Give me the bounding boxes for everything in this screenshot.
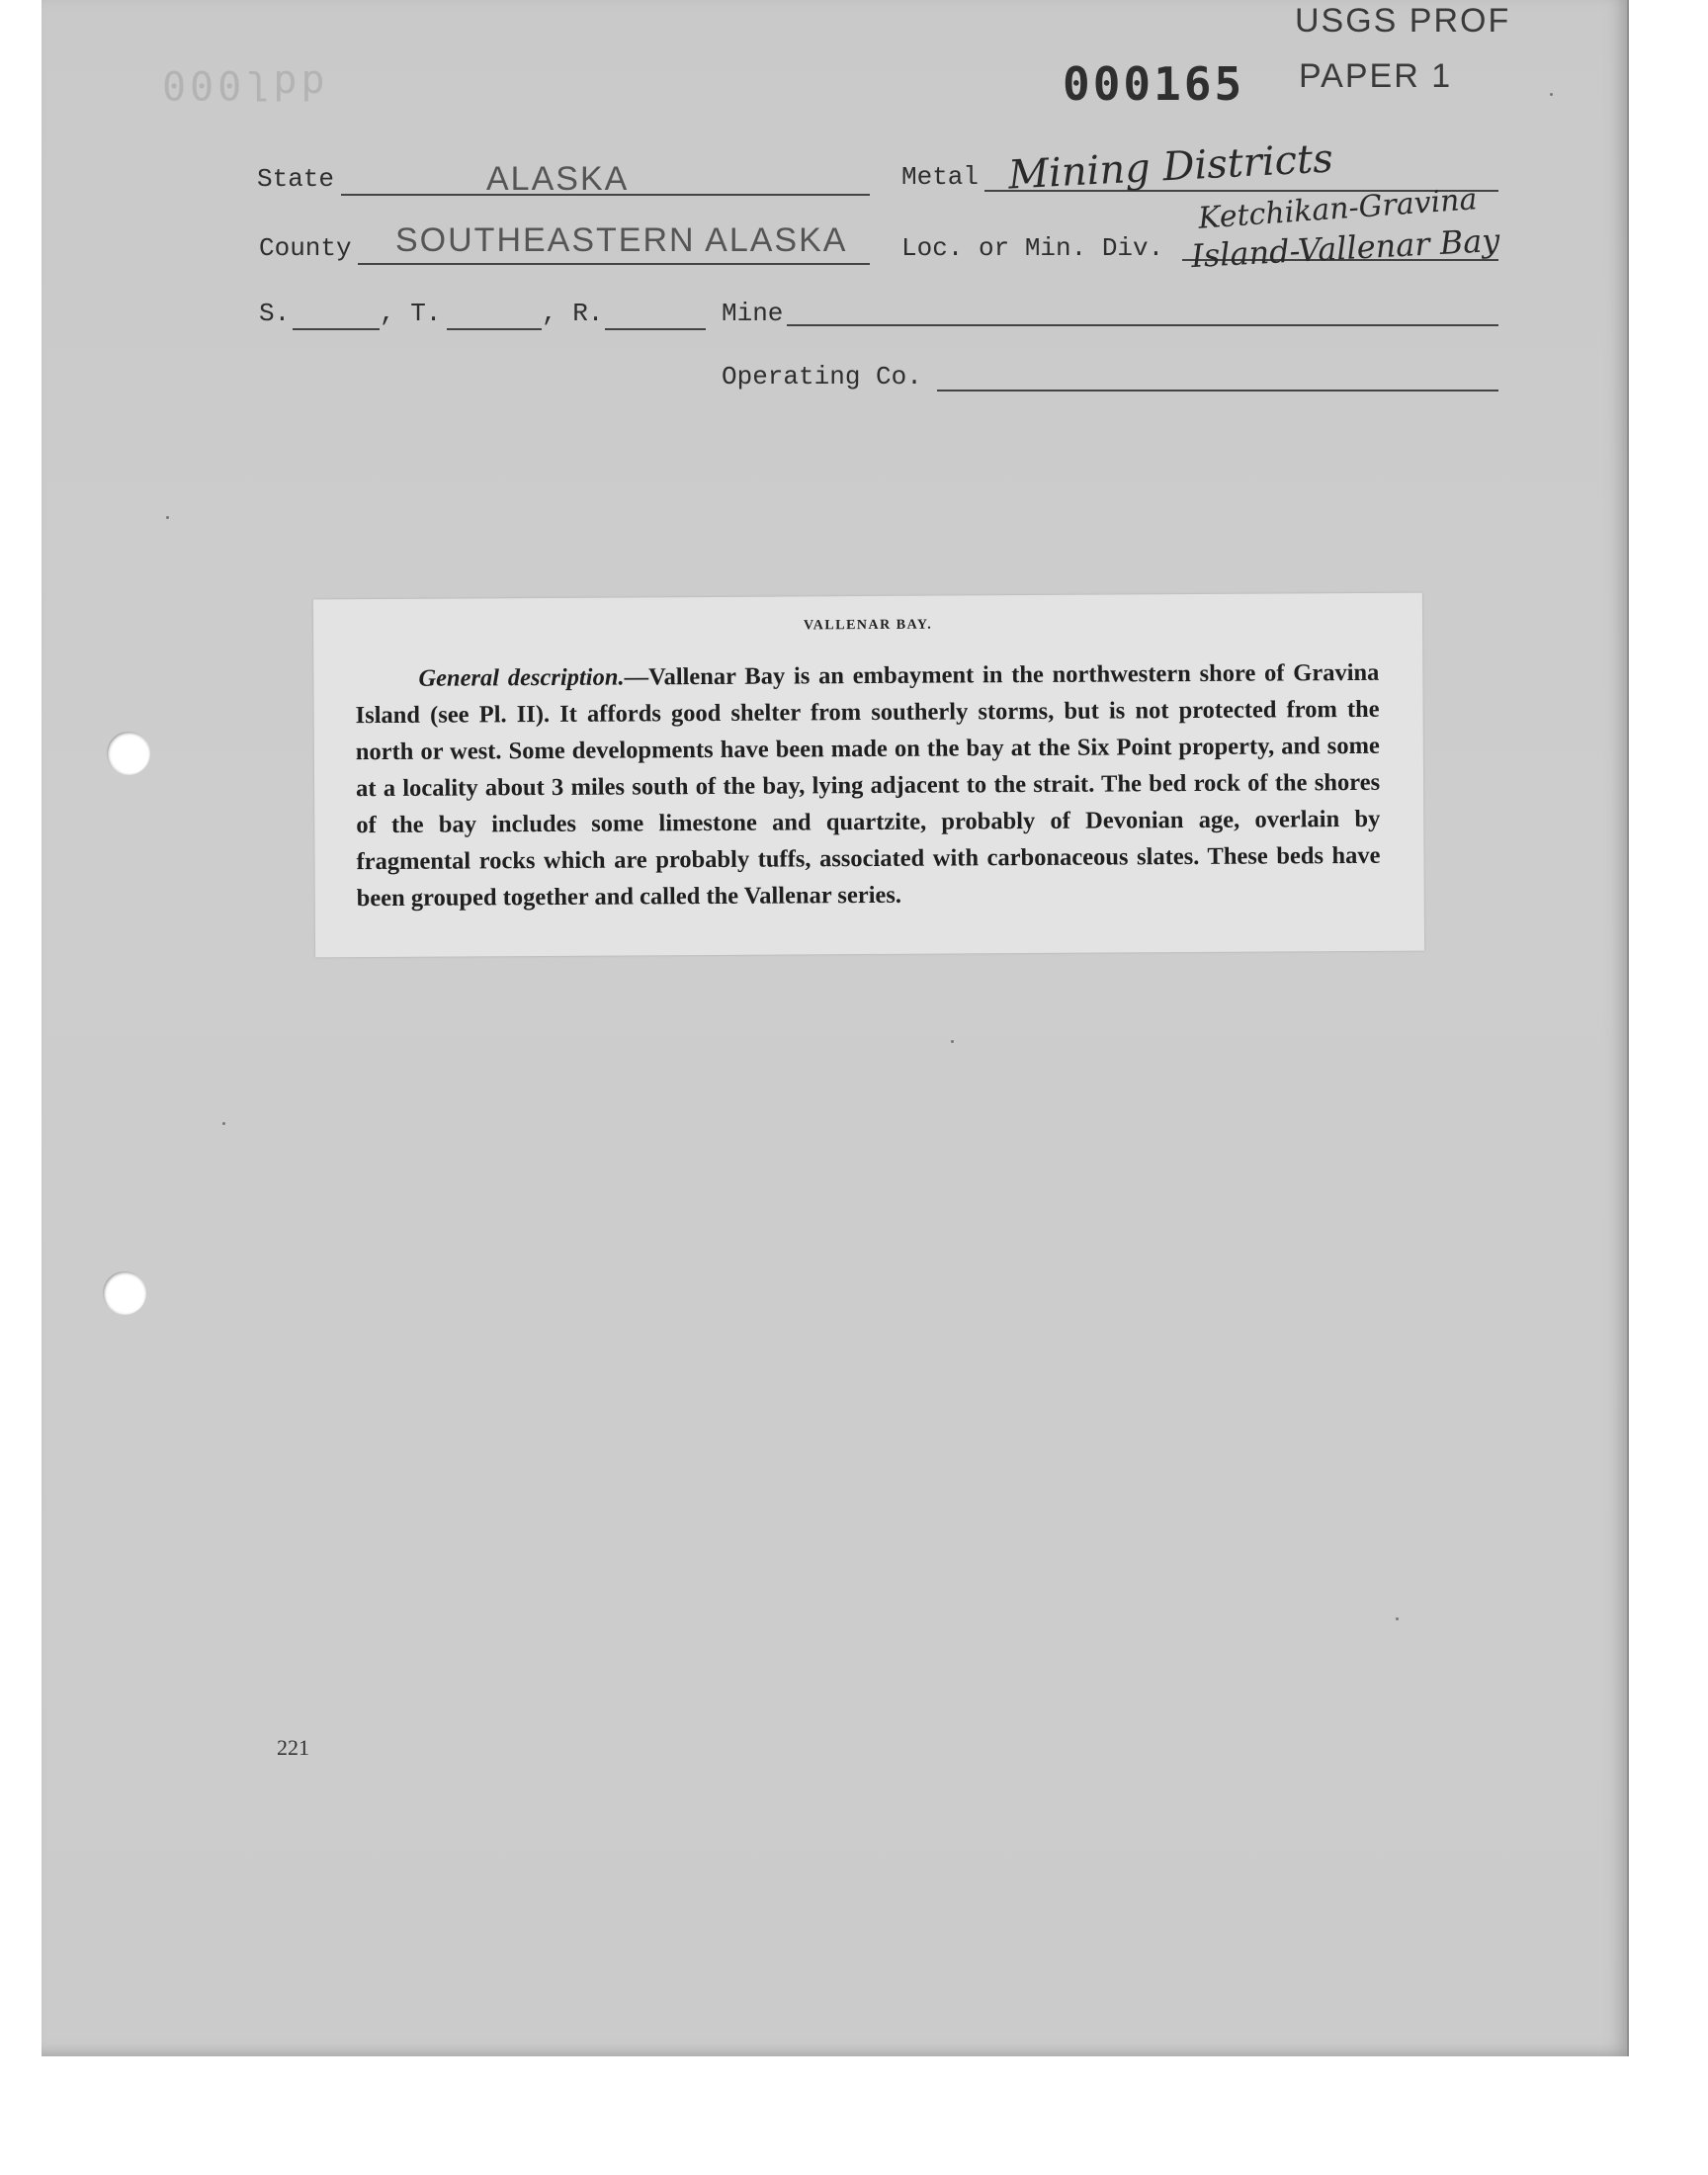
township-label: , T. [380,299,442,328]
state-value: ALASKA [486,160,630,198]
punch-hole-top [107,732,150,775]
county-value: SOUTHEASTERN ALASKA [395,221,848,259]
mine-label: Mine [722,299,784,328]
loc-value-line2: Island-Vallenar Bay [1190,220,1501,276]
township-line [447,328,542,330]
range-line [605,328,706,330]
clipping-title: VALLENAR BAY. [803,617,933,634]
scan-speck [1550,93,1553,96]
operating-co-label: Operating Co. [722,362,922,392]
stamp-number: 000165 [1063,57,1245,111]
state-label: State [257,164,335,194]
clipping-text: —Vallenar Bay is an embayment in the northwestern shore of Gravina Island (see Pl. II). It affords good shelter from southerly storms, but is not protected from the north or west. Some developments have been made on the bay at the Six Point property, and some at a locality about 3 miles south of the bay, lying adjacent to the strait. The bed rock of the shores of the bay includes some limestone and quartzite, probably of Devonian age, overlain by fragmental rocks which are probably tuffs, associated with carbonaceous slates. These beds have been grouped together and called the Vallenar series. [355,658,1381,913]
usgs-label-line1: USGS PROF [1295,2,1511,40]
operating-co-line [937,390,1498,392]
clipping-lead: General description. [418,663,625,692]
loc-label: Loc. or Min. Div. [901,233,1164,263]
scan-speck [222,1122,225,1125]
section-line [293,328,380,330]
county-line [358,263,870,265]
metal-value: Mining Districts [1007,135,1334,199]
metal-label: Metal [901,162,980,192]
usgs-label-line2: PAPER 1 [1299,57,1453,95]
scan-speck [166,516,169,519]
range-label: , R. [542,299,604,328]
punch-hole-bottom [103,1271,146,1315]
page-number: 221 [277,1735,309,1760]
clipping-body [355,654,1381,916]
ghost-number: ddl000 [158,61,325,107]
section-label: S. [259,299,291,328]
county-label: County [259,233,352,263]
pasted-clipping [313,593,1424,958]
scan-speck [1396,1617,1399,1620]
mine-line [787,324,1498,326]
loc-value-line1: Ketchikan-Gravina [1197,182,1479,236]
scan-speck [951,1040,954,1043]
